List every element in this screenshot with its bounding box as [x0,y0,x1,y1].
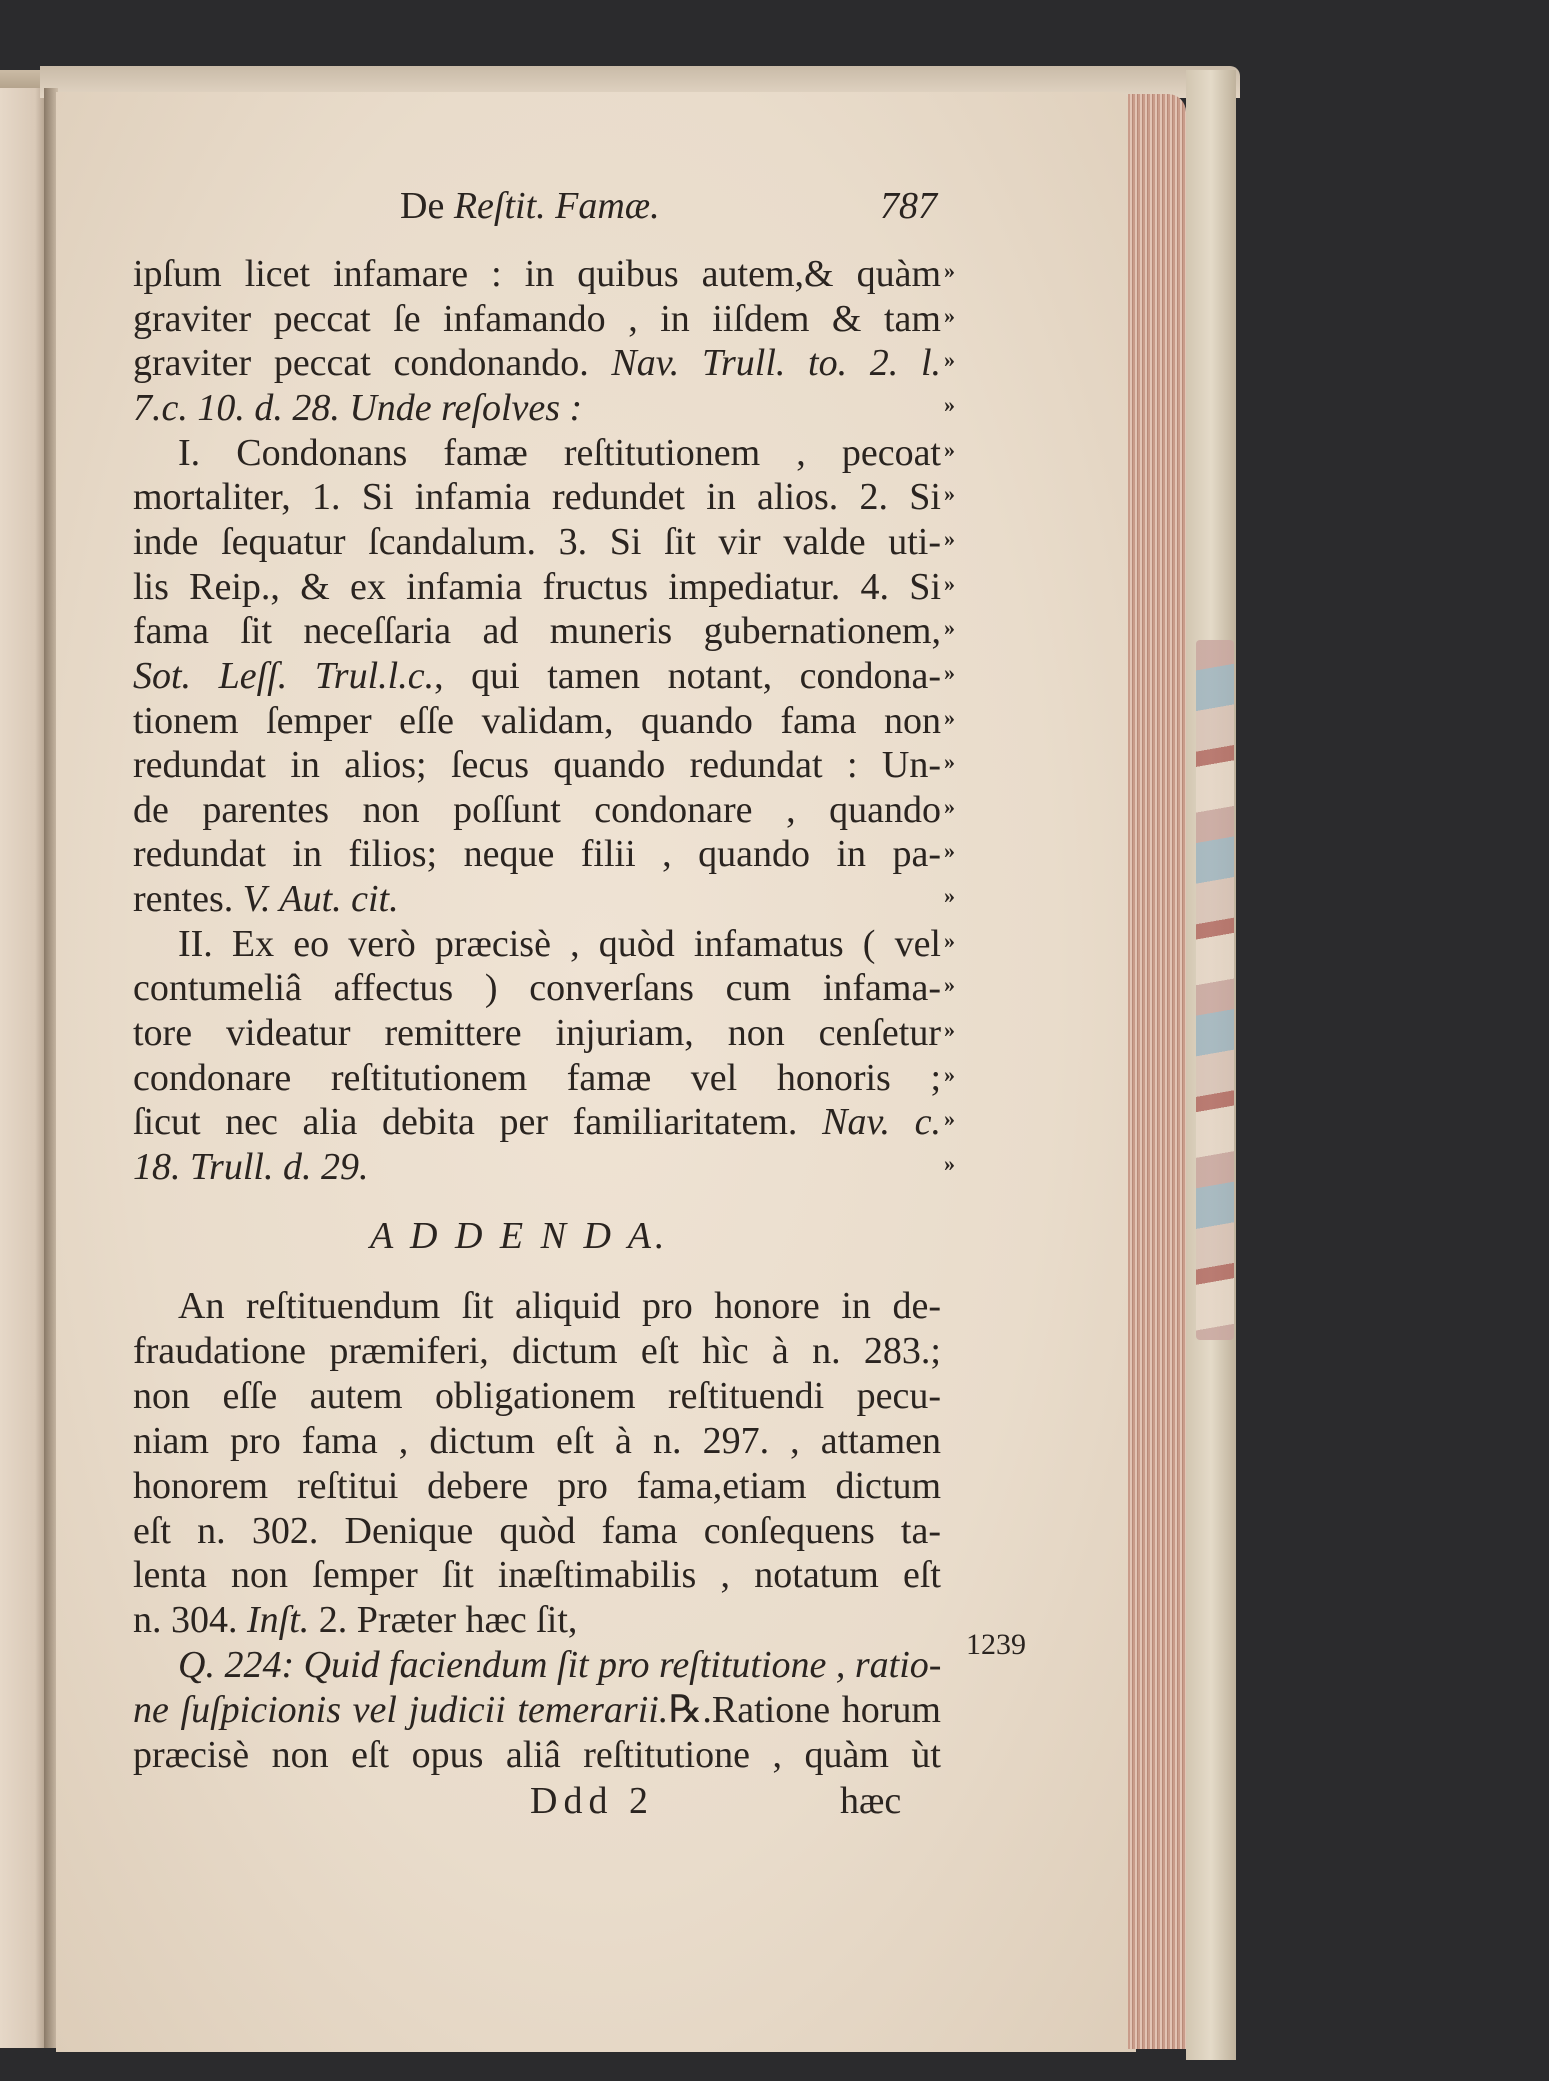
quotation-marker: » [944,972,955,998]
addenda-line [178,1643,941,1688]
addenda-line [133,1598,941,1643]
quotation-marker: » [944,793,955,819]
text-segment: 7.c. 10. d. 28. Unde reſolves : [133,386,583,429]
quotation-marker: » [944,838,955,864]
quotation-marker: » [944,481,955,507]
text-line [133,877,941,922]
quotation-marker: » [944,258,955,283]
text-line [133,1011,941,1056]
text-line [133,1100,941,1145]
addenda-line [133,1374,941,1419]
text-segment: ne ſuſpicionis vel judicii temerarii. [133,1689,669,1732]
text-line [133,565,941,610]
text-segment: graviter peccat ſe infamando , in iiſdem & tam [133,297,941,340]
quotation-marker: » [944,1017,955,1043]
text-segment: mortaliter, 1. Si infamia redundet in alios. 2. Si [133,476,941,519]
marbled-endpaper [1196,640,1234,1340]
text-segment: præcisè non eſt opus aliâ reſtitutione , quàm ùt [133,1734,941,1776]
quotation-marker: » [944,391,955,417]
text-line [178,922,941,967]
text-segment: niam pro fama , dictum eſt à n. 297. , attamen [133,1419,941,1462]
text-segment: Sot. [133,654,219,697]
running-title [400,184,660,229]
quotation-marker: » [944,615,955,641]
text-segment: condonare reſtitutionem famæ vel honoris ; [133,1056,941,1099]
text-segment: Q. 224: Quid faciendum ſit pro reſtitutione , ratio- [178,1644,942,1687]
text-segment: I. Condonans famæ reſtitutionem , pecoat [178,431,941,474]
text-segment: tore videatur remittere injuriam, non cenſetur [133,1012,941,1055]
text-line [133,609,941,654]
text-segment: redundat in filios; neque filii , quando in pa- [133,833,941,876]
text-segment: non eſſe autem obligationem reſtituendi pecu- [133,1374,941,1417]
text-line [133,1145,941,1190]
text-segment: rentes. [133,878,243,921]
text-line [133,475,941,520]
text-segment: contumeliâ affectus ) converſans cum infama- [133,967,941,1010]
text-line [178,431,941,476]
text-segment: Inſt. [247,1599,310,1642]
text-segment: tionem ſemper eſſe validam, quando fama non [133,699,941,742]
addenda-line [133,1419,941,1464]
text-line [133,1056,941,1101]
signature-mark: Ddd 2 [530,1780,654,1822]
text-line [133,520,941,565]
page-edges [1128,94,1186,2049]
addenda-line [133,1733,941,1778]
text-segment: An reſtituendum ſit aliquid pro honore in de- [178,1285,941,1327]
quotation-marker: » [944,1151,955,1176]
margin-number: 1239 [966,1628,1026,1661]
text-line [133,788,941,833]
text-segment: ℞.Ratione horum [668,1689,941,1732]
quotation-marker: » [944,1106,955,1132]
addenda-line [133,1464,941,1509]
addenda-line [133,1553,941,1598]
text-segment: n. 304. [133,1599,247,1642]
text-line [133,252,941,297]
text-segment: Nav. c. [822,1101,941,1144]
text-segment: , qui tamen notant, condona- [434,654,942,697]
text-line [133,341,941,386]
text-segment: lenta non ſemper ſit inæſtimabilis , notatum eſt [133,1554,941,1597]
text-segment: V. Aut. cit. [242,878,399,921]
addenda-line [133,1509,941,1554]
text-segment: Nav. Trull. to. 2. l. [611,342,941,385]
quotation-marker: » [944,570,955,596]
quotation-marker: » [944,659,955,685]
running-title-italic: Reſtit. Famæ. [453,185,660,227]
text-segment: II. Ex eo verò præcisè , quòd infamatus ( vel [178,922,941,965]
quotation-marker: » [944,704,955,730]
quotation-marker: » [944,525,955,551]
quotation-marker: » [944,883,955,909]
text-segment: graviter peccat condonando. [133,342,612,385]
text-segment: fama ſit neceſſaria ad muneris gubernationem, [133,610,941,653]
text-segment: de parentes non poſſunt condonare , quando [133,788,941,831]
page-number: 787 [880,185,937,227]
text-line [133,832,941,877]
catchword: hæc [840,1780,902,1822]
text-segment: fraudatione præmiferi, dictum eſt hìc à n. 283.; [133,1329,941,1372]
quotation-marker: » [944,749,955,775]
text-segment: honorem reſtitui debere pro fama,etiam dictum [133,1464,941,1507]
left-page [0,88,44,2048]
addenda-line [178,1284,941,1329]
text-segment: lis Reip., & ex infamia fructus impediatur. 4. Si [133,565,941,608]
quotation-marker: » [944,436,955,462]
running-title-roman: De [400,185,454,227]
text-segment: Leſſ. Trul.l.c. [218,654,435,697]
text-line [133,386,941,431]
text-segment: inde ſequatur ſcandalum. 3. Si ſit vir valde uti- [133,520,941,563]
text-line [133,297,941,342]
text-line [133,699,941,744]
text-segment: 2. Præter hæc ſit, [309,1599,578,1642]
quotation-marker: » [944,927,955,953]
text-segment: ſicut nec alia debita per familiaritatem. [133,1101,823,1144]
text-segment: 18. Trull. d. 29. [133,1146,369,1188]
addenda-heading: A D D E N D A. [370,1215,669,1257]
quotation-marker: » [944,347,955,373]
text-segment: eſt n. 302. Denique quòd fama conſequens ta- [133,1509,941,1552]
quotation-marker: » [944,302,955,328]
text-line [133,743,941,788]
text-segment: ipſum licet infamare : in quibus autem,& quàm [133,253,941,295]
addenda-line [133,1688,941,1733]
text-segment: redundat in alios; ſecus quando redundat : Un- [133,744,941,787]
text-line [133,654,941,699]
text-line [133,966,941,1011]
addenda-line [133,1329,941,1374]
quotation-marker: » [944,1061,955,1087]
